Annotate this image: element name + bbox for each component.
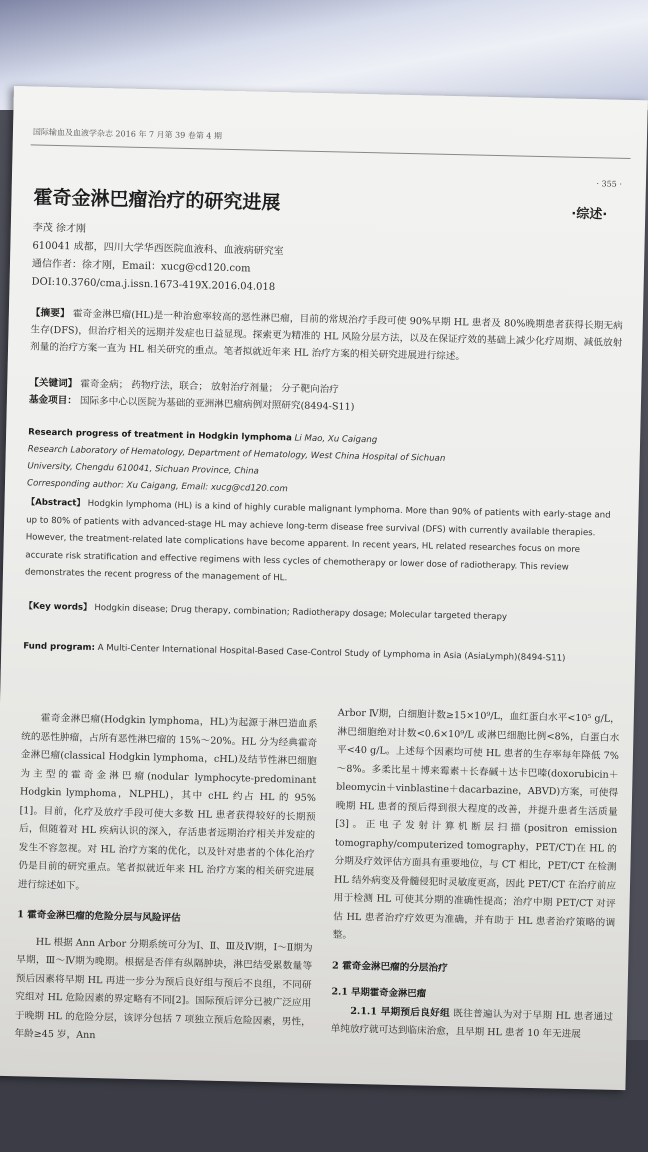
continued-paragraph: Arbor Ⅳ期，白细胞计数≥15×10⁹/L，血红蛋白水平<10⁵ g/L，淋巴细胞绝对计数<0.6×10⁹/L 或淋巴细胞比例<8%，白蛋白水平<40 g/L。上述每个因素均可使 HL 患者的生存率每年降低 7%～8%。多柔比星＋博来霉素＋长春碱＋达卡巴嗪(doxorubicin＋bleomycin＋vinblastine＋dacarbazine，ABVD)方案，可使得晚期 HL 患者的预后得到很大程度的改善，并提升患者生活质量[3]。正电子发射计算机断层扫描(positron emission tomography/computerized tomography，PET/CT)在 HL 的分期及疗效评估方面具有重要地位，与 CT 相比，PET/CT 在检测 HL 结外病变及骨髓侵犯时灵敏度更高，因此 PET/CT 在治疗前应用于检测 HL 可使其分期的准确性提高；治疗中期 PET/CT 对评估 HL 患者治疗疗效更为准确，并有助于 HL 患者治疗策略的调整。 (332, 707, 620, 941)
english-fund-label: Fund program: (23, 641, 96, 653)
english-affiliation-1: Research Laboratory of Hematology, Department of Hematology, West China Hospital of Sichuan (27, 444, 446, 464)
page-number: · 355 · (596, 179, 623, 189)
fund-cn-text: 国际多中心以医院为基础的亚洲淋巴瘤病例对照研究(8494-S11) (79, 395, 355, 413)
section-2-heading: 2 霍奇金淋巴瘤的分层治疗 (332, 959, 448, 974)
english-fund (23, 638, 615, 669)
section-2-1-heading: 2.1 早期霍奇金淋巴瘤 (331, 986, 427, 1000)
english-authors: Li Mao, Xu Caigang (294, 433, 378, 446)
english-corresponding: Corresponding author: Xu Caigang, Email: xucg@cd120.com (26, 478, 288, 495)
keywords-cn-label: 【关键词】 (29, 377, 78, 390)
section-1-paragraph: HL 根据 Ann Arbor 分期系统可分为Ⅰ、Ⅱ、Ⅲ及Ⅳ期，Ⅰ～Ⅱ期为早期，Ⅲ～Ⅳ期为晚期。根据是否伴有纵隔肿块，淋巴结受累数量等预后因素将早期 HL 再进一步分为预后良好组与预后不良组，不同研究组对 HL 危险因素的界定略有不同[2]。国际预后评分已被广泛应用于晚期 HL 的危险分层，该评分包括 7 项独立预后危险因素，男性，年龄≥45 岁，Ann (14, 936, 313, 1042)
running-header: 国际输血及血液学杂志 2016 年 7 月第 39 卷第 4 期 (32, 127, 223, 141)
english-abstract-text: Hodgkin lymphoma (HL) is a kind of highly curable malignant lymphoma. More than 90% of patients with early-stage and up to 80% of patients with advanced-stage HL may achieve long-term disease free survival (DFS) with currently available therapies. However, the treatment-related late complications have become apparent. In recent years, HL related researches focus on more accurate risk stratification and effective regimens with less cycles of chemotherapy or lower dose of radiotherapy. This review demonstrates the recent progress of the management of HL. (24, 498, 611, 584)
abstract-cn (30, 304, 623, 368)
body-column-left (14, 709, 318, 1050)
english-keywords-text: Hodgkin disease; Drug therapy, combination; Radiotherapy dosage; Molecular targeted therapy (94, 602, 508, 623)
corresponding-author: 通信作者：徐才刚，Email：xucg@cd120.com (31, 258, 251, 275)
english-abstract-label: 【Abstract】 (26, 497, 86, 509)
section-2-1-1-label: 2.1.1 早期预后良好组 (350, 1005, 451, 1019)
fund-cn-label: 基金项目： (28, 394, 77, 407)
affiliation: 610041 成都，四川大学华西医院血液科、血液病研究室 (32, 240, 284, 258)
abstract-cn-text: 霍奇金淋巴瘤(HL)是一种治愈率较高的恶性淋巴瘤，目前的常规治疗手段可使 90%早期 HL 患者及 80%晚期患者获得长期无病生存(DFS)，但治疗相关的远期并发症也日益显现。探索更为精准的 HL 风险分层方法，以及在保证疗效的基础上减少化疗周期、减低放射剂量的治疗方案一直为 HL 相关研究的重点。笔者拟就近年来 HL 治疗方案的相关研究进展进行综述。 (29, 308, 623, 363)
authors: 李茂 徐才刚 (32, 222, 87, 235)
english-affiliation-2: University, Chengdu 610041, Sichuan Province, China (27, 461, 259, 477)
section-2-1-1-paragraph (330, 1002, 613, 1045)
english-keywords (24, 598, 616, 629)
header-rule (31, 144, 631, 159)
body-column-right (330, 705, 620, 1046)
article-title: 霍奇金淋巴瘤治疗的研究进展 (33, 186, 281, 215)
english-keywords-label: 【Key words】 (24, 601, 92, 613)
section-2-1-1-text: 既往普遍认为对于早期 HL 患者通过单纯放疗就可达到临床治愈，且早期 HL 患者 10 年无进展 (330, 1007, 614, 1041)
english-abstract (25, 494, 619, 595)
doi: DOI:10.3760/cma.j.issn.1673-419X.2016.04.018 (31, 276, 276, 293)
abstract-cn-label: 【摘要】 (30, 307, 70, 320)
english-fund-text: A Multi-Center International Hospital-Based Case-Control Study of Lymphoma in Asia (AsiaLymph)(8494-S11) (97, 643, 566, 664)
journal-page (0, 86, 648, 1090)
keywords-cn-text: 霍奇金病； 药物疗法，联合； 放射治疗剂量； 分子靶向治疗 (80, 378, 339, 396)
section-tag: ·综述· (571, 206, 608, 223)
english-title: Research progress of treatment in Hodgkin lymphoma (28, 427, 292, 444)
intro-paragraph: 霍奇金淋巴瘤(Hodgkin lymphoma，HL)为起源于淋巴造血系统的恶性肿瘤，占所有恶性淋巴瘤的 15%～20%。HL 分为经典霍奇金淋巴瘤(classical Hodgkin lymphoma，cHL)及结节性淋巴细胞为主型的霍奇金淋巴瘤(nodular lymphocyte-predominant Hodgkin lymphoma，NLPHL)，其中 cHL 约占 HL 的 95%[1]。目前，化疗及放疗手段可使大多数 HL 患者获得较好的长期预后，但随着对 HL 疾病认识的深入，存活患者远期治疗相关并发症的发生不容忽视。对 HL 治疗方案的优化，以及针对患者的个体化治疗仍是目前的研究重点。笔者拟就近年来 HL 治疗方案的相关研究进展进行综述如下。 (17, 712, 318, 892)
section-1-heading: 1 霍奇金淋巴瘤的危险分层与风险评估 (17, 909, 181, 924)
